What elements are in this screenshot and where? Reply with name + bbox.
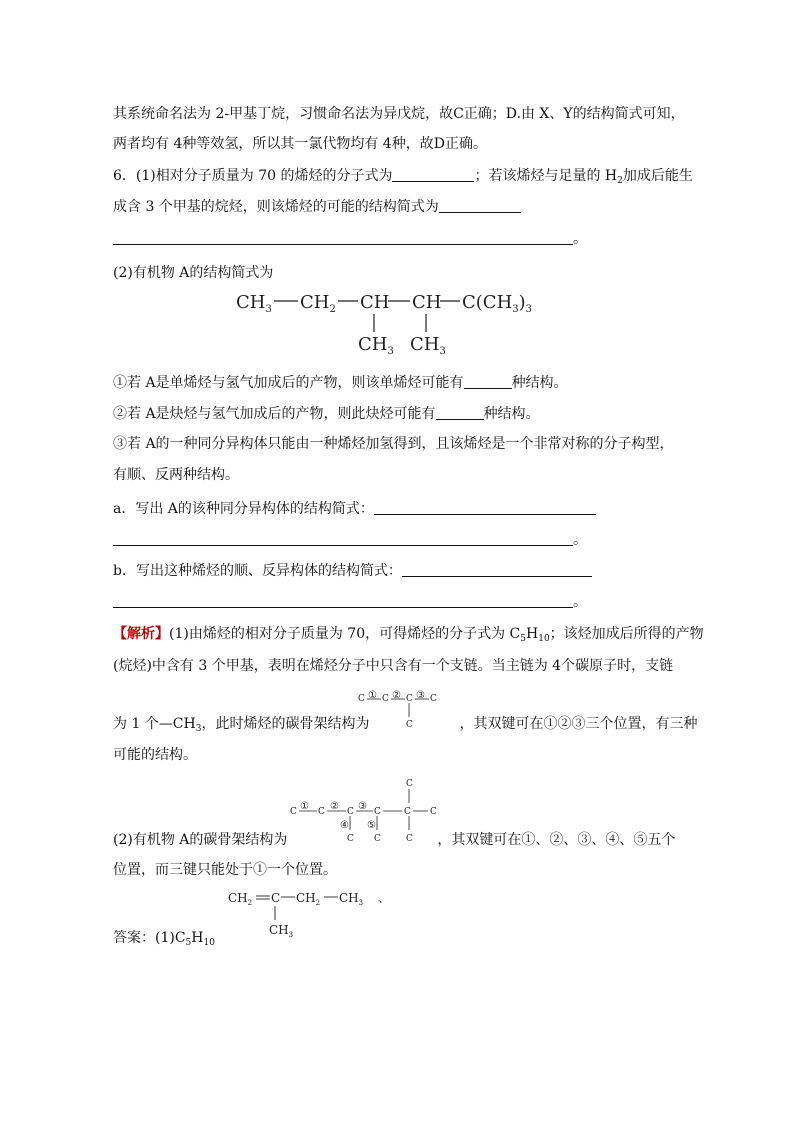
- q6-structure-blank-cont[interactable]: [113, 230, 573, 245]
- analysis-p2-line2: 位置，而三键只能处于①一个位置。: [113, 862, 337, 878]
- analysis-p1-text-a: (1)由烯烃的相对分子质量为 70，可得烯烃的分子式为 C: [169, 626, 521, 642]
- q6-part1-text-a: 6．(1)相对分子质量为 70 的烯烃的分子式为: [113, 168, 393, 184]
- q6-item-b-text: b．写出这种烯烃的顺、反异构体的结构简式：: [113, 563, 402, 579]
- analysis-p1-line1: [113, 624, 704, 649]
- q6-part2-intro: (2)有机物 A的结构简式为: [113, 265, 274, 281]
- q6-part1-line2: [113, 197, 521, 217]
- struct-a-ch2: $CH_2$: [300, 292, 336, 315]
- q6-item3-line2: 有顺、反两种结构。: [113, 467, 239, 483]
- q6-part1-line2-text: 成含 3 个甲基的烷烃，则该烯烃的可能的结构简式为: [113, 199, 439, 215]
- analysis-p1-line3-text-c: ，其双键可在①②③三个位置，有三种: [459, 716, 698, 732]
- analysis-p1-text-b: ；该烃加成后所得的产物: [549, 626, 704, 642]
- answer-label: 答案：(1)C: [113, 930, 186, 946]
- structure-a-formula: [230, 284, 550, 360]
- svg-text:CH3: $CH_3$: [339, 891, 364, 907]
- subscript: 5: [185, 938, 192, 948]
- q6-item-a: [113, 499, 596, 519]
- svg-text:③: ③: [416, 690, 425, 701]
- q6-item-b-cont: [113, 592, 587, 612]
- analysis-p1-line2: (烷烃)中含有 3 个甲基，表明在烯烃分子中只含有一个支链。当主链为 4个碳原子时，支链: [113, 658, 674, 674]
- svg-text:C: C: [290, 807, 297, 817]
- q6-item-a-blank-cont[interactable]: [113, 531, 573, 546]
- svg-text:②: ②: [330, 801, 339, 812]
- q6-item2: [113, 404, 540, 424]
- q5-text-line1: 其系统命名法为 2-甲基丁烷，习惯命名法为异戊烷，故C正确；D.由 X、Y的结构简式可知，: [113, 106, 685, 122]
- subscript: 3: [195, 724, 202, 734]
- svg-text:③: ③: [358, 801, 367, 812]
- subscript: 10: [203, 938, 215, 948]
- q6-part1-line1: [113, 166, 693, 191]
- svg-text:①: ①: [368, 690, 377, 701]
- svg-text:①: ①: [300, 801, 309, 812]
- svg-text:②: ②: [392, 690, 401, 701]
- struct-a-ch3-1: $CH_3$: [236, 292, 272, 315]
- svg-text:C: C: [347, 834, 354, 844]
- svg-text:C: C: [406, 779, 413, 789]
- analysis-p1-line4: 可能的结构。: [113, 747, 197, 763]
- q6-part1-line3: [113, 229, 587, 249]
- svg-text:C: C: [374, 807, 381, 817]
- answer-structure: [226, 886, 396, 938]
- svg-text:④: ④: [340, 820, 349, 831]
- q6-item2-blank[interactable]: [436, 405, 484, 420]
- q6-item-a-blank[interactable]: [374, 500, 596, 515]
- svg-text:C: C: [406, 834, 413, 844]
- period: 。: [573, 231, 587, 247]
- subscript: 5: [520, 634, 526, 644]
- svg-text:⑤: ⑤: [367, 820, 376, 831]
- svg-text:C: C: [430, 694, 437, 704]
- analysis-p2-text-a: (2)有机物 A的碳骨架结构为: [113, 832, 288, 848]
- svg-text:C: C: [382, 694, 389, 704]
- h2-subscript: 2: [617, 176, 623, 186]
- svg-text:C: C: [406, 720, 413, 730]
- struct-a-ctail: $C(CH_3)_3$: [462, 292, 533, 315]
- analysis-p2-text-b: ，其双键可在①、②、③、④、⑤五个: [437, 832, 676, 848]
- q6-item-b: [113, 561, 592, 581]
- q6-part1-text-c: 加成后能生: [622, 168, 693, 184]
- q6-item2-text-a: ②若 A是炔烃与氢气加成后的产物，则此炔烃可能有: [113, 406, 436, 422]
- period: 。: [573, 532, 587, 548]
- q6-formula-blank[interactable]: [392, 167, 474, 182]
- struct-a-branch-ch3-2: $CH_3$: [410, 334, 446, 357]
- analysis-p2-line1: [113, 830, 675, 850]
- svg-text:CH3: $CH_3$: [269, 923, 294, 938]
- q6-item-b-blank[interactable]: [402, 562, 592, 577]
- svg-text:C: C: [430, 807, 437, 817]
- q6-structure-blank[interactable]: [439, 198, 521, 213]
- analysis-h: H: [526, 626, 539, 642]
- svg-text:C: C: [318, 807, 325, 817]
- svg-text:C: C: [347, 807, 354, 817]
- struct-a-ch-1: CH: [360, 292, 390, 313]
- svg-text:CH2: $CH_2$: [296, 891, 321, 907]
- subscript: 10: [538, 634, 550, 644]
- q6-item1-text-b: 种结构。: [511, 375, 568, 391]
- q6-item-a-cont: [113, 530, 587, 550]
- q6-item-a-text: a．写出 A的该种同分异构体的结构简式：: [113, 501, 374, 517]
- svg-text:CH2: $CH_2$: [228, 891, 253, 907]
- struct-a-ch-2: CH: [412, 292, 442, 313]
- svg-text:、: 、: [378, 891, 391, 905]
- svg-text:C: C: [374, 834, 381, 844]
- answer-line: [113, 928, 215, 953]
- q6-item3-line1: ③若 A的一种同分异构体只能由一种烯烃加氢得到，且该烯烃是一个非常对称的分子构型，: [113, 436, 674, 452]
- svg-text:C: C: [406, 694, 413, 704]
- svg-text:C: C: [404, 807, 411, 817]
- answer-h: H: [191, 930, 204, 946]
- q5-text-line2: 两者均有 4种等效氢，所以其一氯代物均有 4种，故D正确。: [113, 136, 487, 152]
- q6-item1: [113, 373, 568, 393]
- q6-item1-blank[interactable]: [464, 374, 512, 389]
- q6-item2-text-b: 种结构。: [483, 406, 540, 422]
- analysis-p1-line3: [113, 714, 697, 739]
- q6-part1-text-b: ；若该烯烃与足量的 H: [474, 168, 618, 184]
- analysis-p1-line3-text-b: ，此时烯烃的碳骨架结构为: [201, 716, 370, 732]
- struct-a-branch-ch3-1: $CH_3$: [358, 334, 394, 357]
- q6-item1-text-a: ①若 A是单烯烃与氢气加成后的产物，则该单烯烃可能有: [113, 375, 464, 391]
- analysis-tag: 【解析】: [113, 626, 169, 642]
- period: 。: [573, 594, 587, 610]
- analysis-p1-line3-text-a: 为 1 个—CH: [113, 716, 196, 732]
- svg-text:C: C: [271, 891, 281, 905]
- q6-item-b-blank-cont[interactable]: [113, 593, 573, 608]
- svg-text:C: C: [358, 694, 365, 704]
